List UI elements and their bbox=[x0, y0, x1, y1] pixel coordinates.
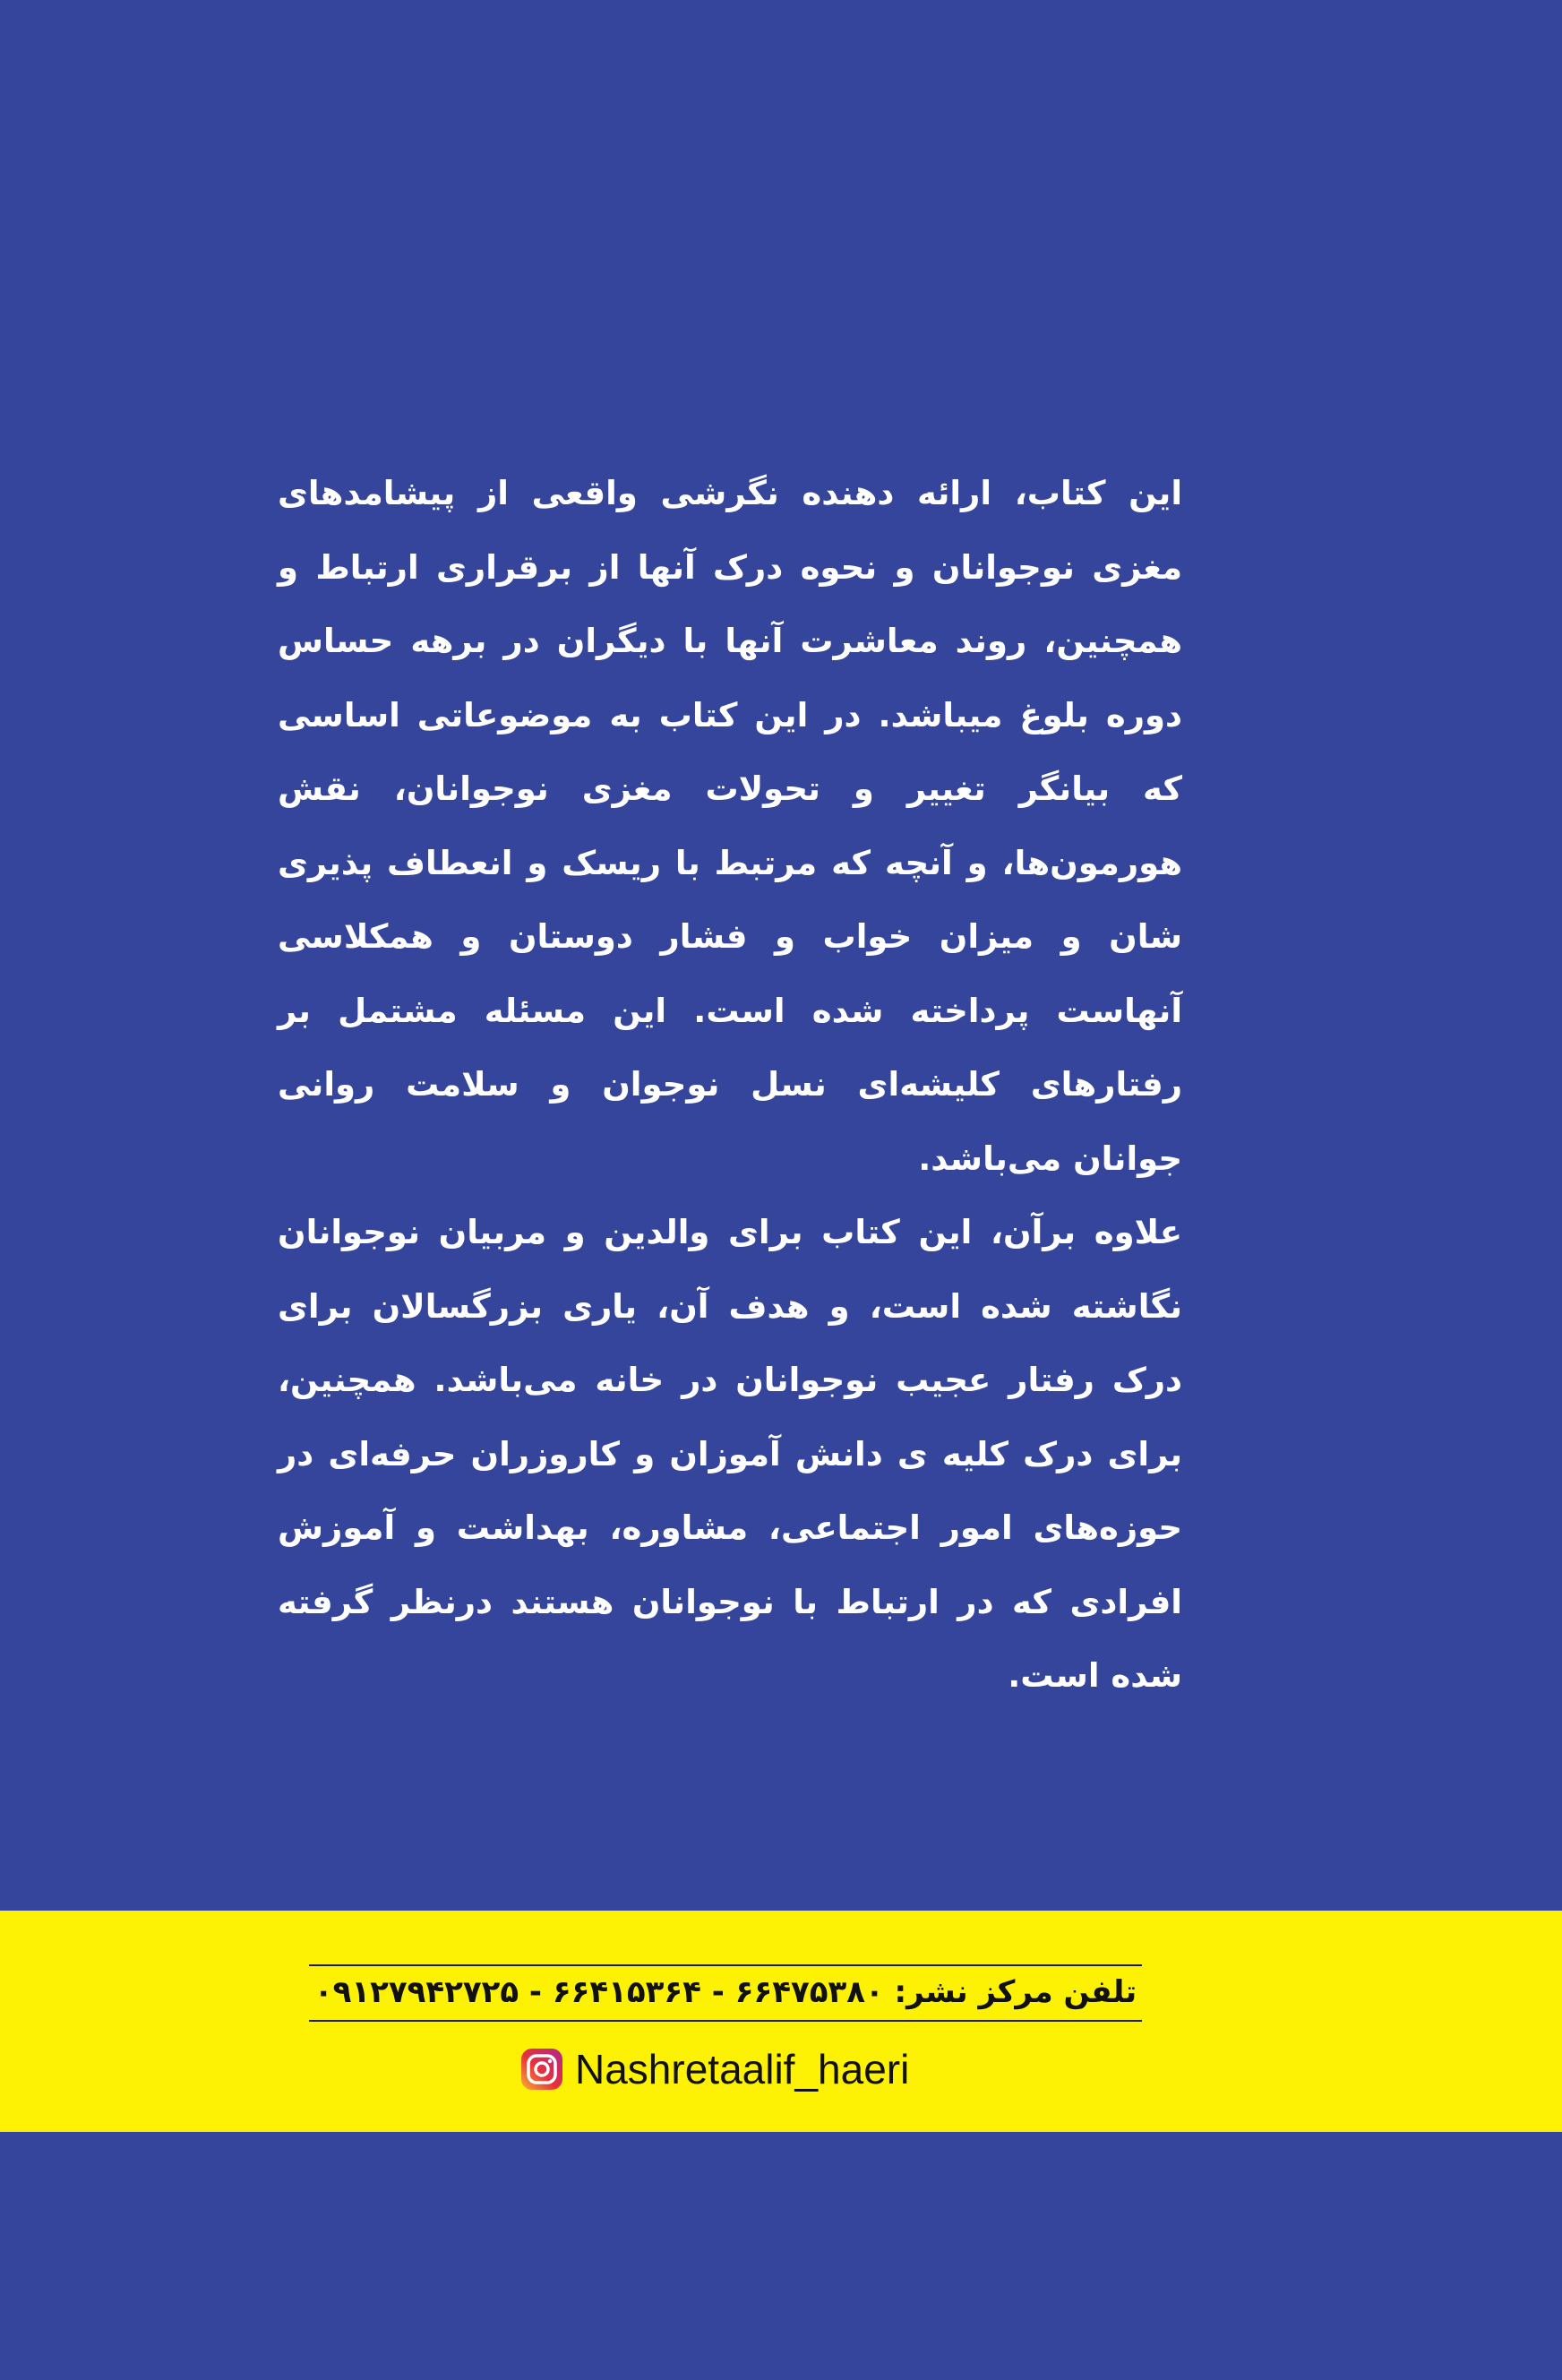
back-cover-blurb bbox=[278, 457, 1182, 1714]
publisher-phone-line: تلفن مرکز نشر: ۶۶۴۷۵۳۸۰ - ۶۶۴۱۵۳۶۴ - ۰۹۱۲۷۹۴۲۷۲۵ bbox=[309, 1964, 1142, 2022]
instagram-handle-row bbox=[519, 2042, 909, 2096]
blurb-paragraph-1: این کتاب، ارائه دهنده نگرشی واقعی از پیشامدهای مغزی نوجوانان و نحوه درک آنها از برقراری ارتباط و همچنین، روند معاشرت آنها با دیگران در برهه حساس دوره بلوغ میباشد. در این کتاب به موضوعاتی اساسی که بیانگر تغییر و تحولات مغزی نوجوانان، نقش هورمون‌ها، و آنچه که مرتبط با ریسک و انعطاف پذیری شان و میزان خواب و فشار دوستان و همکلاسی آنهاست پرداخته شده است. این مسئله مشتمل بر رفتارهای کلیشه‌ای نسل نوجوان و سلامت روانی جوانان می‌باشد. bbox=[278, 474, 1182, 1178]
blurb-paragraph-2: علاوه برآن، این کتاب برای والدین و مربیان نوجوانان نگاشته شده است، و هدف آن، یاری بزرگسالان برای درک رفتار عجیب نوجوانان در خانه می‌باشد. همچنین، برای درک کلیه ی دانش آموزان و کاروزران حرفه‌ای در حوزه‌های امور اجتماعی، مشاوره، بهداشت و آموزش افرادی که در ارتباط با نوجوانان هستند درنظر گرفته شده است. bbox=[278, 1213, 1182, 1695]
instagram-handle-text: Nashretaalif_haeri bbox=[575, 2046, 910, 2092]
instagram-icon bbox=[519, 2047, 564, 2092]
